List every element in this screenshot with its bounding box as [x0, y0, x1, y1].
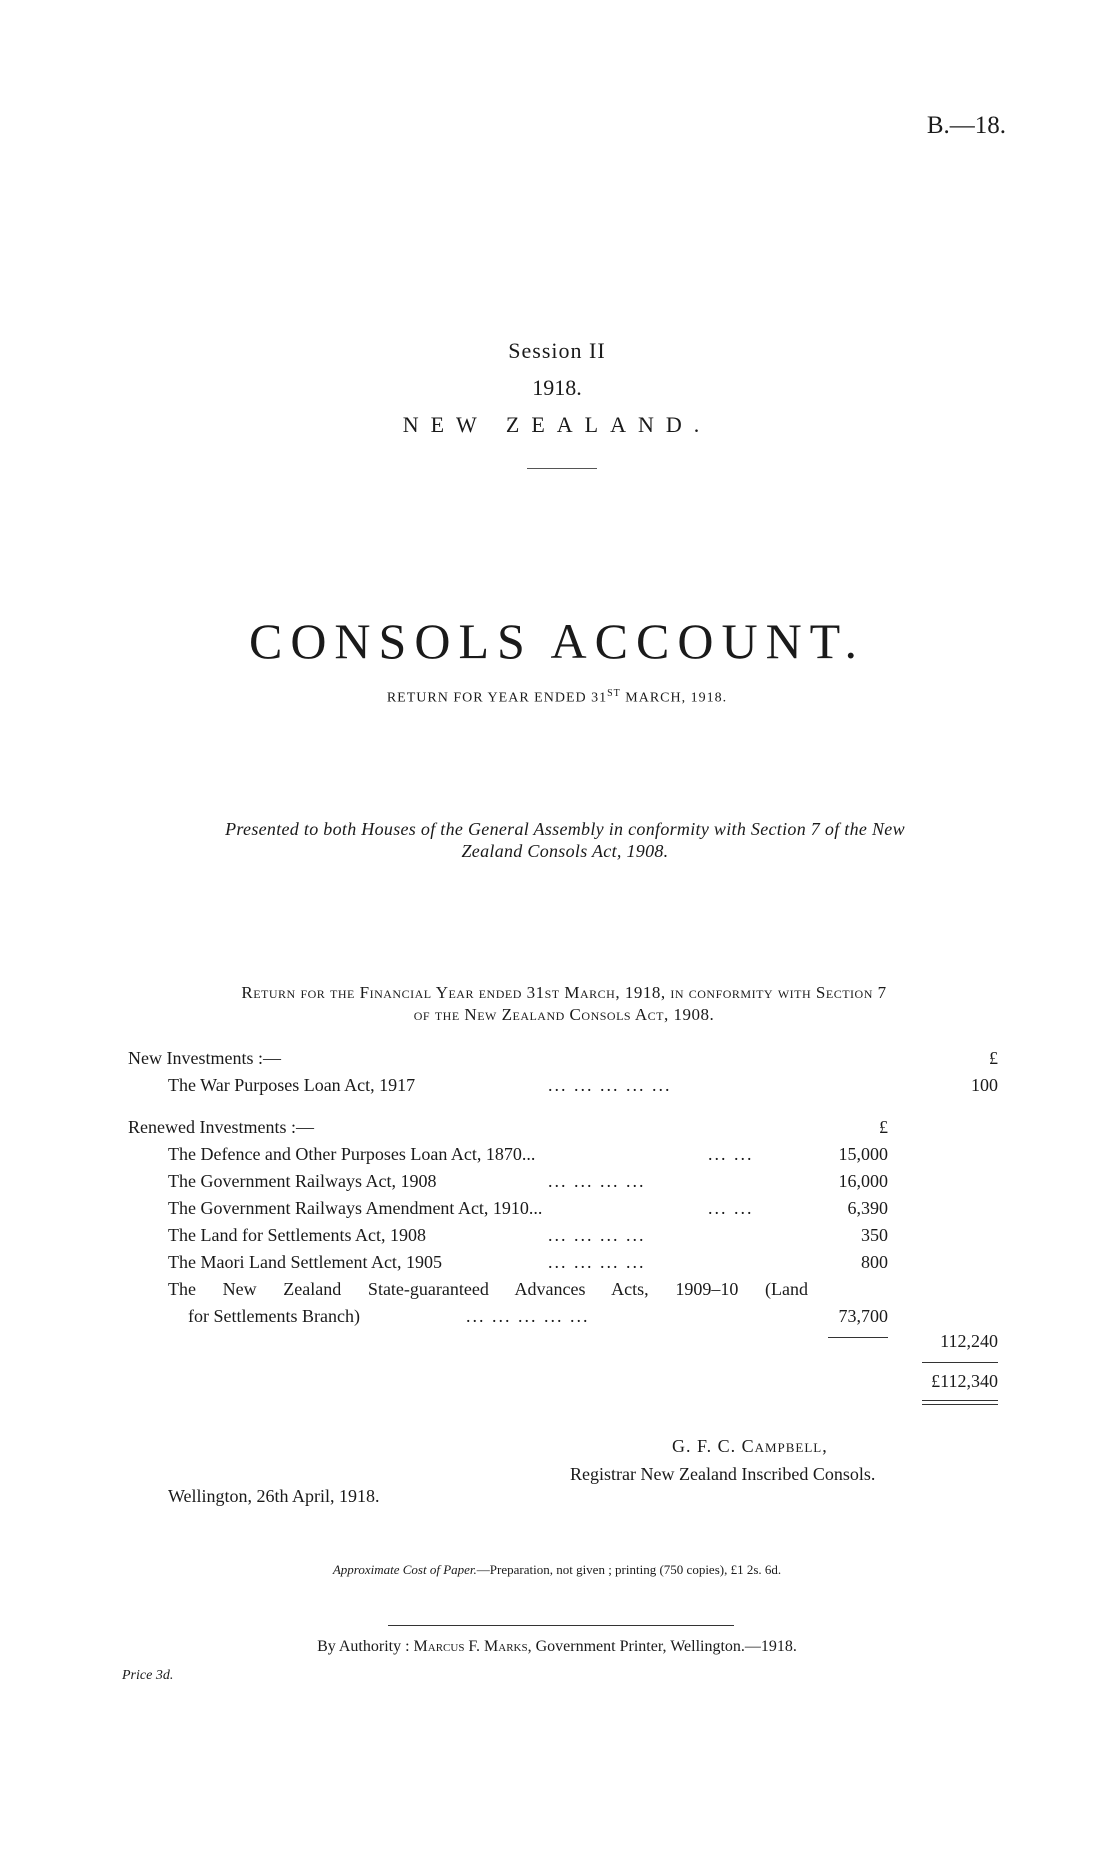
item-label: The War Purposes Loan Act, 1917 [168, 1075, 416, 1095]
presented-line-1: Presented to both Houses of the General Assembly in conformity with Section 7 of the New [225, 819, 905, 839]
divider-rule [527, 468, 597, 469]
item-amount: 73,700 [838, 1306, 888, 1326]
total-rule [922, 1362, 998, 1363]
presented-line-2: Zealand Consols Act, 1908. [461, 841, 669, 861]
new-investments-heading: New Investments :— [128, 1048, 281, 1068]
item-label: The Government Railways Act, 1908 [168, 1171, 437, 1191]
leader-dots: ... ... ... ... [548, 1252, 646, 1272]
subtotal-amount: 112,240 [940, 1331, 998, 1351]
price-note: Price 3d. [122, 1668, 174, 1683]
session-line: Session II [508, 338, 606, 363]
return-heading [128, 982, 1000, 1026]
grand-total-row [0, 1368, 1114, 1395]
authority-suffix: , Government Printer, Wellington.—1918. [527, 1638, 797, 1655]
grand-total-amount: £112,340 [931, 1371, 998, 1391]
table-row [0, 1072, 1114, 1099]
item-label-continued: for Settlements Branch) [188, 1306, 360, 1326]
item-label: The Land for Settlements Act, 1908 [168, 1225, 426, 1245]
signatory-name: G. F. C. Campbell, [672, 1436, 828, 1456]
table-row [0, 1249, 1114, 1276]
currency-symbol: £ [879, 1117, 888, 1137]
authority-prefix: By Authority : [317, 1638, 410, 1655]
printer-name: Marcus F. Marks [413, 1638, 528, 1655]
table-row [0, 1195, 1114, 1222]
renewed-investments-heading-row [0, 1114, 1114, 1141]
item-amount: 800 [861, 1252, 888, 1272]
item-amount: 6,390 [847, 1198, 888, 1218]
table-row [0, 1141, 1114, 1168]
table-row [0, 1168, 1114, 1195]
session-year: 1918. [532, 375, 582, 400]
table-row [0, 1222, 1114, 1249]
return-heading-line-2: of the New Zealand Consols Act, 1908. [413, 1005, 715, 1024]
country-name: NEW ZEALAND. [402, 412, 712, 437]
cost-text: —Preparation, not given ; printing (750 copies), £1 2s. 6d. [476, 1562, 782, 1577]
item-amount: 100 [971, 1075, 998, 1095]
leader-dots: ... ... ... ... [548, 1171, 646, 1191]
item-label: The Defence and Other Purposes Loan Act, 1870... [168, 1144, 536, 1164]
table-row [0, 1276, 1114, 1303]
item-amount: 16,000 [838, 1171, 888, 1191]
leader-dots: ... ... [708, 1144, 754, 1164]
new-investments-heading-row [0, 1045, 1114, 1072]
item-label: The Government Railways Amendment Act, 1910... [168, 1198, 543, 1218]
place-date: Wellington, 26th April, 1918. [168, 1486, 380, 1506]
cost-note [0, 1562, 1114, 1578]
leader-dots: ... ... ... ... [548, 1225, 646, 1245]
item-label: The Maori Land Settlement Act, 1905 [168, 1252, 442, 1272]
leader-dots: ... ... ... ... ... [548, 1075, 672, 1095]
leader-dots: ... ... [708, 1198, 754, 1218]
item-amount: 350 [861, 1225, 888, 1245]
presented-note [150, 818, 980, 862]
cost-label: Approximate Cost of Paper. [332, 1562, 477, 1577]
item-label: The New Zealand State-guaranteed Advances Acts, 1909–10 (Land [168, 1279, 808, 1299]
currency-symbol: £ [989, 1048, 998, 1068]
subtotal-row [0, 1328, 1114, 1355]
signatory-title: Registrar New Zealand Inscribed Consols. [570, 1464, 876, 1484]
item-amount: 15,000 [838, 1144, 888, 1164]
renewed-investments-heading: Renewed Investments :— [128, 1117, 314, 1137]
return-heading-line-1: Return for the Financial Year ended 31st March, 1918, in conformity with Section 7 [241, 983, 887, 1002]
authority-line [0, 1638, 1114, 1656]
page-subtitle: RETURN FOR YEAR ENDED 31ST MARCH, 1918. [386, 688, 728, 706]
authority-rule [388, 1625, 734, 1626]
leader-dots: ... ... ... ... ... [466, 1306, 590, 1326]
page-title: CONSOLS ACCOUNT. [248, 613, 866, 669]
document-reference: B.—18. [926, 112, 1006, 139]
double-rule [922, 1400, 998, 1405]
table-row [0, 1303, 1114, 1330]
